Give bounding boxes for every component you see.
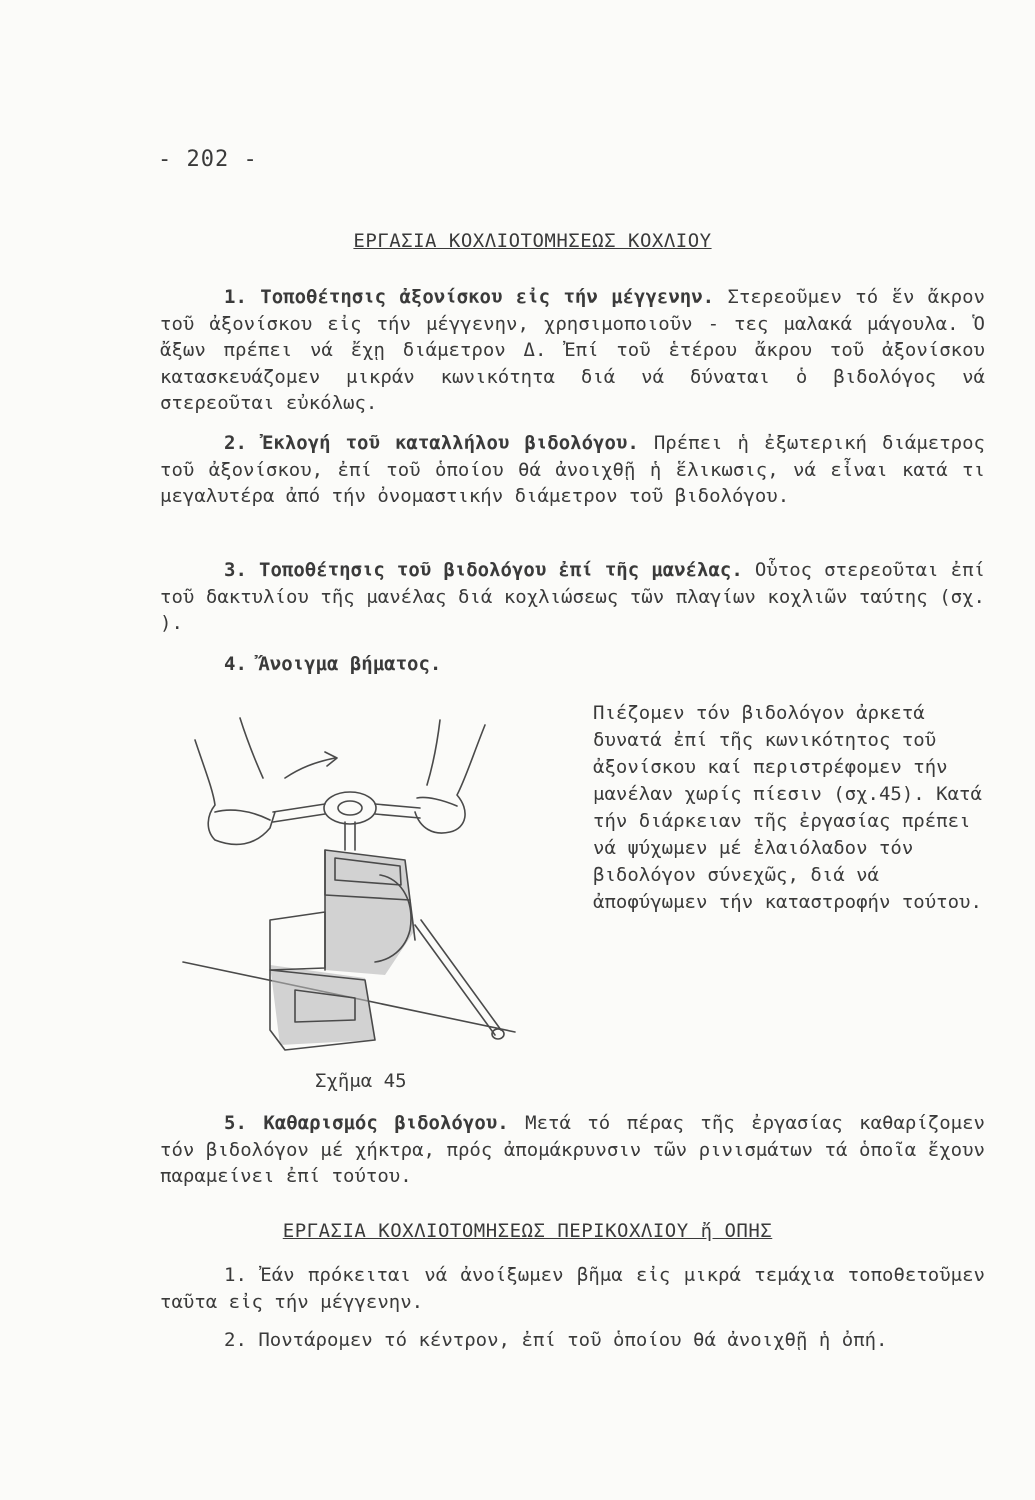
page-number: - 202 - [158, 147, 258, 172]
item-text: Πρέπει ἡ ἐξωτερική διάμετρος τοῦ ἀξονίσκου, ἐπί τοῦ ὁποίου θά ἀνοιχθῇ ἡ ἕλικωσις, νά εἶναι κατά τι μεγαλυτέρα ἀπό τήν ὀνομαστικήν διάμετρον τοῦ βιδολόγου. [160, 432, 985, 507]
paragraph-3 [160, 557, 985, 637]
item-number: 3. [224, 559, 247, 581]
section-heading-2: ΕΡΓΑΣΙΑ ΚΟΧΛΙΟΤΟΜΗΣΕΩΣ ΠΕΡΙΚΟΧΛΙΟΥ ἤ ΟΠΗΣ [282, 1220, 773, 1242]
item-number: 2. [224, 1329, 247, 1351]
paragraph-2-2 [160, 1327, 985, 1354]
item-number: 5. [224, 1112, 247, 1134]
paragraph-1 [160, 284, 985, 417]
item-number: 2. [224, 432, 247, 454]
item-text: Στερεοῦμεν τό ἕν ἄκρον τοῦ ἀξονίσκου εἰς τήν μέγγενην, χρησιμοποιοῦν - τες μαλακά μάγουλα. Ὁ ἄξων πρέπει νά ἔχῃ διάμετρον Δ. Ἐπί τοῦ ἑτέρου ἄκρου τοῦ ἀξονίσκου κατασκευάζομεν μικράν κωνικότητα διά νά δύναται ὁ βιδολόγος νά στερεοῦται εὐκόλως. [160, 286, 985, 414]
item-number: 4. [224, 653, 247, 675]
item-lead: Τοποθέτησις ἀξονίσκου εἰς τήν μέγγενην. [260, 286, 715, 308]
figure-caption: Σχῆμα 45 [315, 1070, 407, 1092]
paragraph-4 [160, 651, 985, 678]
item-lead: Καθαρισμός βιδολόγου. [263, 1112, 509, 1134]
item-text: Μετά τό πέρας τῆς ἐργασίας καθαρίζομεν τόν βιδολόγον μέ χήκτρα, πρός ἀπομάκρυνσιν τῶν ρινισμάτων τά ὁποῖα ἔχουν παραμείνει ἐπί τούτου. [160, 1112, 985, 1187]
item-lead: Τοποθέτησις τοῦ βιδολόγου ἐπί τῆς μανέλας. [259, 559, 743, 581]
item-text: Ἐάν πρόκειται νά ἀνοίξωμεν βῆμα εἰς μικρά τεμάχια τοποθετοῦμεν ταῦτα εἰς τήν μέγγενην. [160, 1264, 985, 1313]
paragraph-2 [160, 430, 985, 510]
item-text: Οὗτος στερεοῦται ἐπί τοῦ δακτυλίου τῆς μανέλας διά κοχλιώσεως τῶν πλαγίων κοχλιῶν ταύτης (σχ. ). [160, 559, 985, 634]
item-text: Ποντάρομεν τό κέντρον, ἐπί τοῦ ὁποίου θά ἀνοιχθῇ ἡ ὀπή. [258, 1329, 888, 1351]
tap-wrench-vise-illustration [175, 700, 535, 1080]
item-lead: Ἐκλογή τοῦ καταλλήλου βιδολόγου. [261, 432, 639, 454]
section-heading-1: ΕΡΓΑΣΙΑ ΚΟΧΛΙΟΤΟΜΗΣΕΩΣ ΚΟΧΛΙΟΥ [353, 230, 712, 252]
item-lead: Ἄνοιγμα βήματος. [258, 653, 442, 675]
paragraph-5 [160, 1110, 985, 1190]
paragraph-2-1 [160, 1262, 985, 1315]
item-number: 1. [224, 286, 247, 308]
side-paragraph: Πιέζομεν τόν βιδολόγον ἀρκετά δυνατά ἐπί τῆς κωνικότητος τοῦ ἀξονίσκου καί περιστρέφομεν τήν μανέλαν χωρίς πίεσιν (σχ.45). Κατά τήν διάρκειαν τῆς ἐργασίας πρέπει νά ψύχωμεν μέ ἐλαιόλαδον τόν βιδολόγον σύνεχῶς, διά νά ἀποφύγωμεν τήν καταστροφήν τούτου. [593, 702, 982, 913]
item-number: 1. [224, 1264, 247, 1286]
